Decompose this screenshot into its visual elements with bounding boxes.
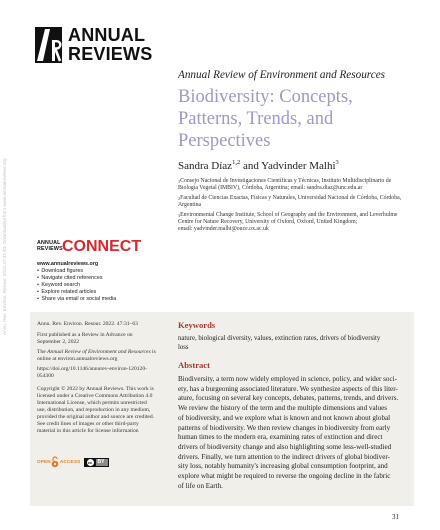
author-list: [178, 160, 339, 172]
affiliation-line: Environmental Change Institute, School of Geography and the Environment, and Leverhulme: [180, 212, 398, 218]
author-affiliation-marker: 3: [335, 159, 339, 166]
journal-name: Annual Review of Environment and Resources: [178, 69, 386, 81]
first-published-line: September 2, 2022: [37, 339, 80, 345]
cc-mark: [85, 459, 96, 467]
abstract-text: [178, 375, 398, 491]
keywords-line: nature, biological diversity, values, extinction rates, drivers of biodiversity: [178, 335, 381, 342]
copyright-line: licensed under a Creative Commons Attribution 4.0: [37, 393, 153, 399]
abstract-line: of biodiversity, and we explore what is known and not known about global: [178, 413, 391, 422]
cc-by-label: BY: [97, 459, 105, 465]
connect-brand-line: REVIEWS: [37, 245, 63, 252]
keywords-line: loss: [178, 343, 189, 351]
connect-feature-item: • Share via email or social media: [37, 296, 116, 303]
article-title: [178, 86, 353, 152]
copyright-line: provided the original author and source are credited.: [37, 414, 155, 420]
abstract-line: human times to the modern era, examining rates of extinction and direct: [178, 433, 383, 442]
abstract-line: drivers of biodiversity change and also highlighting some less-well-studied: [178, 442, 392, 451]
abstract-line: ature, focusing on several key concepts, debates, patterns, trends, and drivers.: [178, 394, 399, 403]
connect-url-link[interactable]: www.annualreviews.org: [37, 261, 99, 267]
affiliation-marker: 1: [178, 179, 181, 184]
online-suffix: is: [150, 349, 156, 355]
online-journal-name: Annual Review of Environment and Resources: [47, 349, 151, 355]
connect-feature-item: • Navigate cited references: [37, 275, 116, 282]
doi-link[interactable]: [37, 366, 147, 380]
affiliation-line: Argentina: [178, 202, 202, 208]
online-url[interactable]: online at environ.annualreviews.org: [37, 356, 118, 362]
open-access-open: OPEN: [37, 459, 51, 464]
affiliation: [178, 178, 401, 192]
cc-by-license-icon[interactable]: [84, 458, 109, 467]
abstract-line: We review the history of the term and the multiple dimensions and values: [178, 404, 388, 413]
connect-feature-list: [37, 268, 116, 303]
author-affiliation-marker: 1,2: [232, 159, 241, 166]
affiliation-marker: 3: [178, 213, 181, 218]
first-published-line: First published as a Review in Advance on: [37, 332, 133, 338]
title-line: Perspectives: [178, 131, 271, 151]
logo-line-reviews: REVIEWS: [68, 43, 153, 64]
annual-reviews-wordmark: [68, 26, 152, 63]
connect-title: CONNECT: [62, 238, 142, 255]
first-published-note: [37, 332, 133, 346]
citation: Annu. Rev. Environ. Resour. 2022. 47:31–63: [37, 321, 138, 327]
abstract-heading: Abstract: [178, 360, 210, 370]
copyright-line: Copyright © 2022 by Annual Reviews. This work is: [37, 386, 154, 392]
connect-brand: [37, 241, 63, 252]
abstract-line: patterns of biodiversity. We then review changes in biodiversity from early: [178, 423, 391, 432]
doi-line: https://doi.org/10.1146/annurev-environ-120120-: [37, 366, 147, 372]
author-name: Sandra Díaz: [178, 160, 233, 172]
abstract-line: ety, has a burgeoning associated literature. We synthesize aspects of this liter-: [178, 384, 398, 393]
affiliation-line: Facultad de Ciencias Exactas, Físicas y Naturales, Universidad Nacional de Córdoba, Córdoba,: [180, 195, 402, 201]
author-name: Yadvinder Malhi: [261, 160, 336, 172]
logo-line-annual: ANNUAL: [68, 25, 146, 45]
affiliation-marker: 2: [178, 196, 181, 201]
copyright-line: See credit lines of images or other third-party: [37, 421, 139, 427]
abstract-line: explore what might be required to reverse the ongoing decline in the fabric: [178, 472, 391, 481]
author-connector: and: [240, 160, 262, 172]
doi-line: 054300: [37, 373, 54, 379]
open-access-access: ACCESS: [60, 459, 81, 464]
open-access-lock-icon: [51, 456, 59, 468]
affiliation: [178, 212, 401, 233]
title-line: Patterns, Trends, and: [178, 109, 334, 129]
abstract-line: Biodiversity, a term now widely employed in science, policy, and wider soci-: [178, 375, 397, 383]
copyright-line: International License, which permits unrestricted: [37, 400, 147, 406]
connect-brand-line: ANNUAL: [37, 240, 61, 246]
affiliation: [178, 195, 401, 209]
copyright-line: use, distribution, and reproduction in any medium,: [37, 407, 151, 413]
abstract-line: drivers. Finally, we turn attention to the indirect drivers of global biodiver-: [178, 452, 390, 461]
online-note: [37, 349, 156, 363]
abstract-line: of life on Earth.: [178, 481, 223, 490]
keywords-heading: Keywords: [178, 320, 216, 330]
connect-feature-item: • Download figures: [37, 268, 116, 275]
download-watermark: Annu. Rev. Environ. Resour. 2022.47:31-63. Downloaded from www.annualreviews.org: [2, 158, 7, 335]
annual-reviews-logo-icon: [35, 27, 62, 63]
page-number: 31: [392, 513, 399, 521]
title-line: Biodiversity: Concepts,: [178, 87, 353, 107]
affiliation-line: Biología Vegetal (IMBIV), Córdoba, Argentina; email: sandra.diaz@unc.edu.ar: [178, 185, 363, 191]
keywords-list: [178, 335, 380, 352]
copyright-notice: [37, 386, 154, 435]
open-access-badge: [37, 456, 117, 468]
copyright-line: material in this article for license information: [37, 428, 139, 434]
affiliation-line: Consejo Nacional de Investigaciones Científicas y Técnicas, Instituto Multidisciplinario de: [180, 178, 392, 184]
affiliation-line: Centre for Nature Recovery, University of Oxford, Oxford, United Kingdom;: [178, 219, 358, 225]
online-prefix: The: [37, 349, 48, 355]
cc-symbol: cc: [87, 460, 93, 466]
affiliations: [178, 178, 401, 236]
abstract-line: sity loss, notably humanity's increasing global consumption footprint, and: [178, 462, 388, 471]
connect-feature-item: • Explore related articles: [37, 289, 116, 296]
connect-feature-item: • Keyword search: [37, 282, 116, 289]
affiliation-line: email: yadvinder.malhi@ouce.ox.ac.uk: [178, 226, 269, 232]
